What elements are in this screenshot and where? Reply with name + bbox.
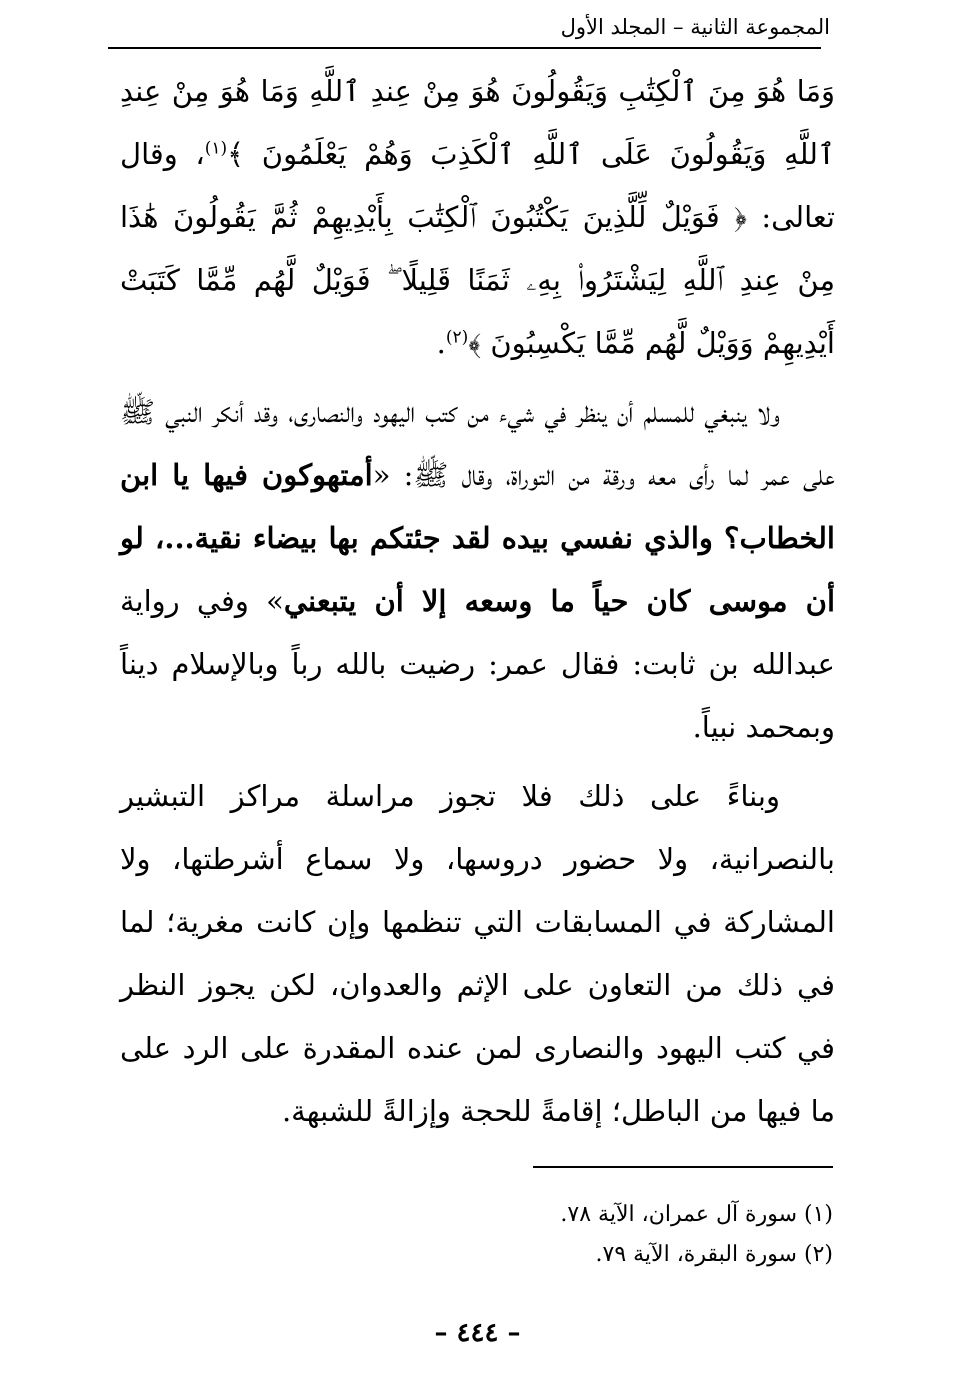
running-header: المجموعة الثانية – المجلد الأول bbox=[560, 15, 830, 39]
footnotes bbox=[233, 1195, 833, 1275]
paragraph-1-intro: ولا ينبغي للمسلم أن ينظر في شيء من كتب اليهود والنصارى، وقد أنكر النبي ﷺ على عمر لما رأى معه ورقة من التوراة، وقال ﷺ: « bbox=[120, 395, 835, 492]
footnote-marker-2[interactable]: (٢) bbox=[445, 327, 469, 348]
paragraph-1-outro: » وفي رواية عبدالله بن ثابت: فقال عمر: رضيت بالله رباً وبالإسلام ديناً وبمحمد نبياً. bbox=[120, 584, 835, 744]
footnote-2: (٢) سورة البقرة، الآية ٧٩. bbox=[595, 1242, 833, 1267]
quran-verse-1: وَمَا هُوَ مِنَ ٱلْكِتَٰبِ وَيَقُولُونَ هُوَ مِنْ عِندِ ٱللَّهِ وَمَا هُوَ مِنْ عِندِ ٱللَّهِ وَيَقُولُونَ عَلَى ٱللَّهِ ٱلْكَذِبَ وَهُمْ يَعْلَمُونَ ﴾ bbox=[120, 74, 835, 171]
page-number: – ٤٤٤ – bbox=[434, 1318, 521, 1348]
verse-connector: ، وقال تعالى: bbox=[120, 137, 835, 234]
paragraph-2: وبناءً على ذلك فلا تجوز مراسلة مراكز التبشير بالنصرانية، ولا حضور دروسها، ولا سماع أشرطتها، ولا المشاركة في المسابقات التي تنظمها وإن كانت مغرية؛ لما في ذلك من التعاون على الإثم والعدوان، لكن يجوز النظر في كتب اليهود والنصارى لمن عنده المقدرة على الرد على ما فيها من الباطل؛ إقامةً للحجة وإزالةً للشبهة. bbox=[120, 779, 835, 1128]
footnote-rule bbox=[533, 1166, 833, 1168]
hadith-quote: أمتهوكون فيها يا ابن الخطاب؟ والذي نفسي بيده لقد جئتكم بها بيضاء نقية...، لو أن موسى كان حياً ما وسعه إلا أن يتبعني bbox=[120, 458, 835, 618]
verse-end: . bbox=[436, 326, 446, 360]
quran-verse-2: ﴿ فَوَيْلٌ لِّلَّذِينَ يَكْتُبُونَ ٱلْكِتَٰبَ بِأَيْدِيهِمْ ثُمَّ يَقُولُونَ هَٰذَا مِنْ عِندِ ٱللَّهِ لِيَشْتَرُوا۟ بِهِۦ ثَمَنًا قَلِيلًا ۖ فَوَيْلٌ لَّهُم مِّمَّا كَتَبَتْ أَيْدِيهِمْ وَوَيْلٌ لَّهُم مِّمَّا يَكْسِبُونَ ﴾ bbox=[120, 200, 835, 360]
quran-verses bbox=[120, 60, 835, 375]
body-text bbox=[120, 60, 835, 1143]
footnote-marker-1[interactable]: (١) bbox=[204, 138, 228, 159]
paragraph-1 bbox=[120, 381, 835, 759]
footnote-1: (١) سورة آل عمران، الآية ٧٨. bbox=[560, 1202, 833, 1227]
header-rule bbox=[108, 47, 821, 49]
